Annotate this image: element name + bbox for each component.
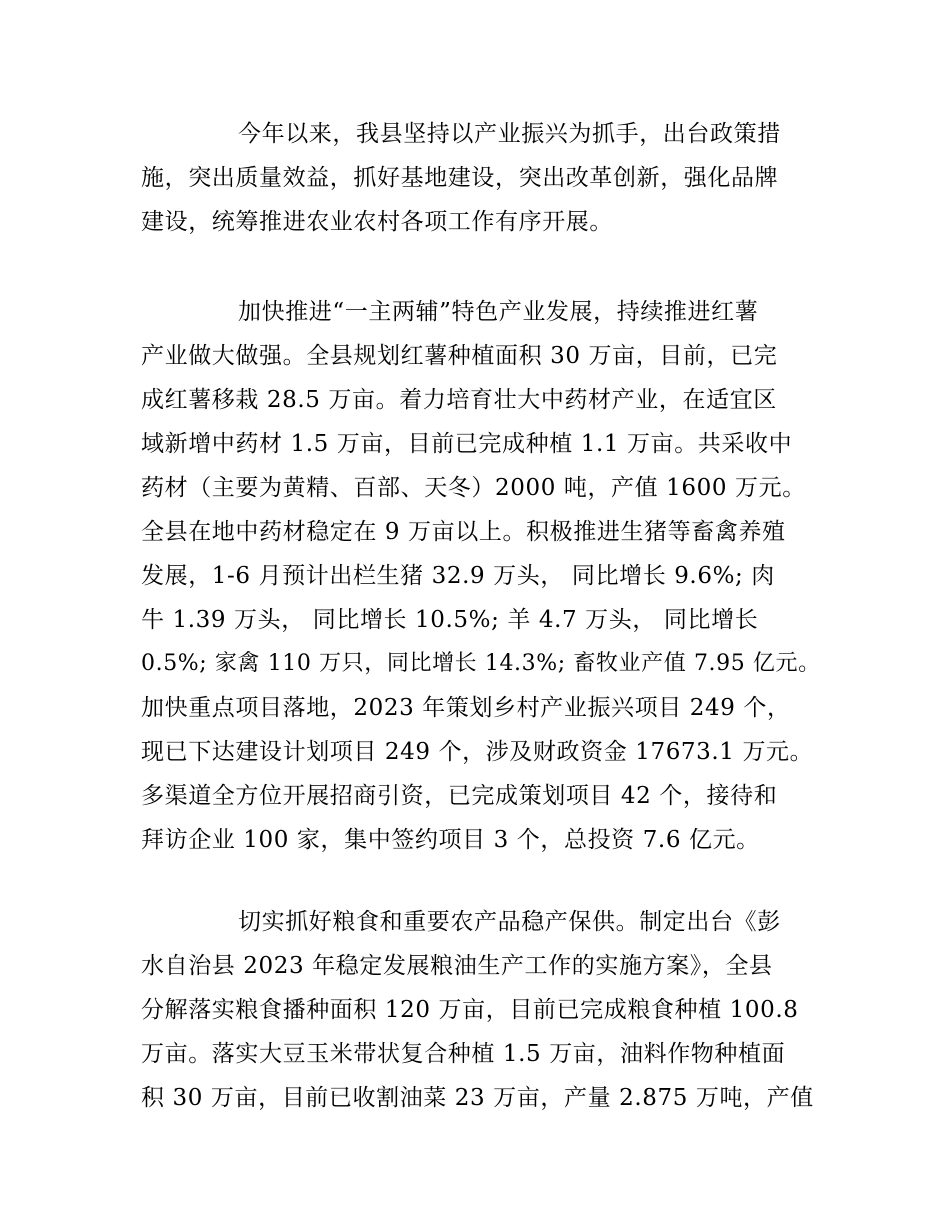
text-line: 加快推进“一主两辅”特色产业发展，持续推进红薯 (238, 299, 759, 325)
text-line: 全县在地中药材稳定在 9 万亩以上。积极推进生猪等畜禽养殖 (141, 519, 786, 545)
text-line: 水自治县 2023 年稳定发展粮油生产工作的实施方案》，全县 (141, 953, 773, 979)
text-line: 切实抓好粮食和重要农产品稳产保供。制定出台《彭 (238, 909, 781, 935)
text-line: 产业做大做强。全县规划红薯种植面积 30 万亩，目前，已完 (141, 343, 778, 369)
text-line: 现已下达建设计划项目 249 个，涉及财政资金 17673.1 万元。 (141, 739, 814, 765)
text-line: 万亩。落实大豆玉米带状复合种植 1.5 万亩，油料作物种植面 (141, 1041, 786, 1067)
text-line: 今年以来，我县坚持以产业振兴为抓手，出台政策措 (238, 121, 781, 147)
text-line: 0.5%; 家禽 110 万只，同比增长 14.3%; 畜牧业产值 7.95 亿元。 (141, 651, 821, 676)
text-line: 施，突出质量效益，抓好基地建设，突出改革创新，强化品牌 (141, 165, 779, 191)
paragraph-grain-supply (141, 900, 831, 1120)
paragraph-intro (141, 112, 831, 244)
text-line: 域新增中药材 1.5 万亩，目前已完成种植 1.1 万亩。共采收中 (141, 431, 793, 457)
text-line: 多渠道全方位开展招商引资，已完成策划项目 42 个，接待和 (141, 783, 778, 809)
text-line: 建设，统筹推进农业农村各项工作有序开展。 (141, 209, 613, 235)
text-line: 成红薯移栽 28.5 万亩。着力培育壮大中药材产业，在适宜区 (141, 387, 777, 413)
text-line: 发展，1-6 月预计出栏生猪 32.9 万头， 同比增长 9.6%; 肉 (141, 563, 775, 589)
paragraph-featured-industry (141, 290, 831, 862)
text-line: 药材（主要为黄精、百部、天冬）2000 吨，产值 1600 万元。 (141, 475, 806, 501)
text-line: 加快重点项目落地，2023 年策划乡村产业振兴项目 249 个， (141, 695, 791, 721)
text-line: 分解落实粮食播种面积 120 万亩，目前已完成粮食种植 100.8 (141, 997, 799, 1023)
text-line: 拜访企业 100 家，集中签约项目 3 个，总投资 7.6 亿元。 (141, 827, 760, 853)
text-line: 牛 1.39 万头， 同比增长 10.5%; 羊 4.7 万头， 同比增长 (141, 607, 759, 633)
text-line: 积 30 万亩，目前已收割油菜 23 万亩，产量 2.875 万吨，产值 (141, 1085, 814, 1111)
